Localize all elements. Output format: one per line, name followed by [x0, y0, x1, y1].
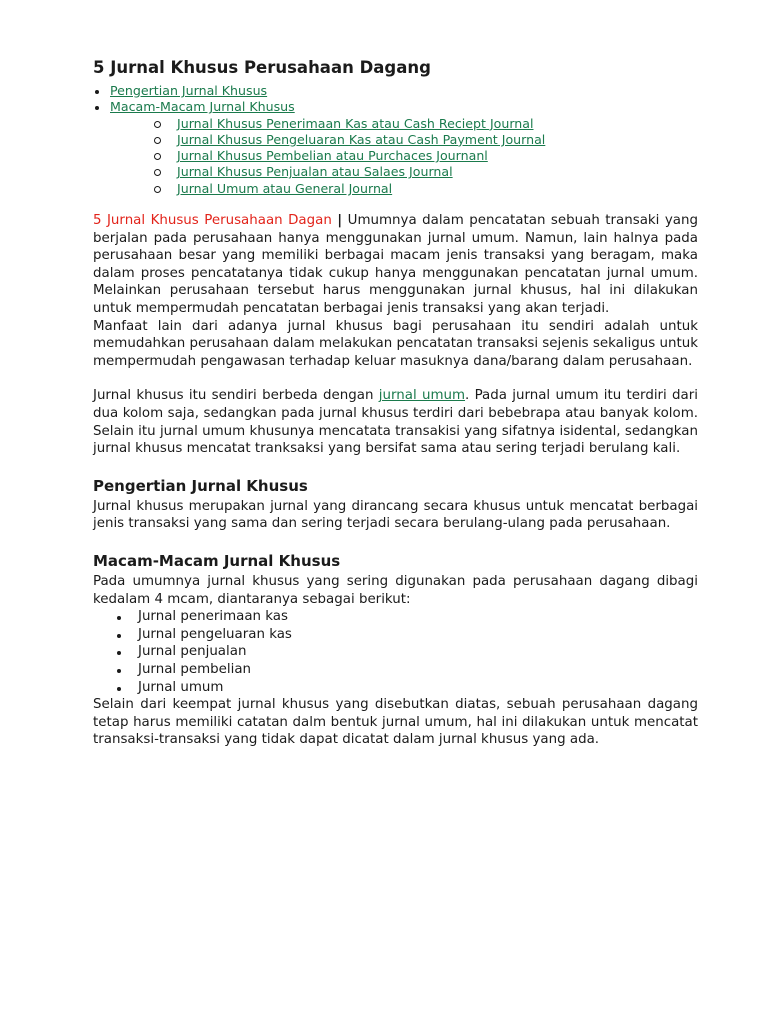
pengertian-paragraph: Jurnal khusus merupakan jurnal yang dirancang secara khusus untuk mencatat berbagai jenis transaksi yang sama dan sering terjadi secara berulang-ulang pada perusahaan. [93, 498, 698, 532]
comparison-text-before: Jurnal khusus itu sendiri berbeda dengan [93, 388, 379, 404]
table-of-contents [93, 83, 698, 197]
toc-subitem [154, 148, 698, 164]
toc-link-pembelian[interactable]: Jurnal Khusus Pembelian atau Purchaces Journanl [177, 148, 488, 164]
document-content [93, 56, 698, 749]
section-heading-macam: Macam-Macam Jurnal Khusus [93, 551, 341, 570]
toc-link-macam[interactable]: Macam-Macam Jurnal Khusus [110, 99, 295, 115]
toc-link-penjualan[interactable]: Jurnal Khusus Penjualan atau Salaes Journal [177, 164, 453, 180]
toc-subitem [154, 132, 698, 148]
intro-paragraph [93, 212, 698, 318]
toc-link-pengertian[interactable]: Pengertian Jurnal Khusus [110, 83, 268, 98]
highlight-keyword: 5 Jurnal Khusus Perusahaan Dagan [93, 213, 332, 229]
list-item: Jurnal pembelian [117, 661, 698, 679]
comparison-paragraph [93, 387, 698, 457]
separator: | [337, 213, 343, 229]
jurnal-umum-link[interactable]: jurnal umum [378, 388, 466, 404]
list-item: Jurnal penjualan [117, 643, 698, 661]
list-item: Jurnal penerimaan kas [117, 608, 698, 626]
toc-subitem [154, 116, 698, 132]
comparison-text-after: . Pada jurnal umum itu terdiri dari dua kolom saja, sedangkan pada jurnal khusus terdiri dari bebebrapa atau banyak kolom. Selain itu jurnal umum khusunya mencatata transakisi yang sifatnya isidental, sedangkan jurnal khusus mencatat tranksaksi yang bersifat sama atau sering terjadi berulang kali. [93, 388, 698, 457]
list-item: Jurnal pengeluaran kas [117, 626, 698, 644]
toc-subitem [154, 164, 698, 180]
toc-sublist [110, 116, 698, 197]
page-title: 5 Jurnal Khusus Perusahaan Dagang [93, 58, 431, 77]
toc-link-jurnal-umum[interactable]: Jurnal Umum atau General Journal [177, 180, 393, 196]
toc-item [93, 99, 698, 197]
toc-link-pengeluaran-kas[interactable]: Jurnal Khusus Pengeluaran Kas atau Cash Payment Journal [177, 131, 546, 147]
macam-intro-paragraph: Pada umumnya jurnal khusus yang sering digunakan pada perusahaan dagang dibagi kedalam 4 mcam, diantaranya sebagai berikut: [93, 573, 698, 607]
journal-type-list [93, 608, 698, 696]
toc-item [93, 83, 698, 99]
toc-subitem [154, 181, 698, 197]
section-heading-pengertian: Pengertian Jurnal Khusus [93, 476, 308, 495]
intro-text: Umumnya dalam pencatatan sebuah transaki yang berjalan pada perusahaan hanya menggunakan jurnal umum. Namun, lain halnya pada perusahaan besar yang memiliki berbagai macam jenis transaksi yang beragam, maka dalam proses pencatatanya tidak cukup hanya menggunakan pencatatan jurnal umum. Melainkan perusahaan tersebut harus menggunakan jurnal khusus, hal ini dilakukan untuk mempermudah pencatatan berbagai jenis transaksi yang akan terjadi. [93, 213, 698, 317]
list-item: Jurnal umum [117, 679, 698, 697]
benefit-paragraph: Manfaat lain dari adanya jurnal khusus bagi perusahaan itu sendiri adalah untuk memudahkan perusahaan dalam melakukan pencatatan transaksi sejenis sekaligus untuk mempermudah pengawasan terhadap keluar masuknya dana/barang dalam perusahaan. [93, 318, 698, 369]
toc-link-penerimaan-kas[interactable]: Jurnal Khusus Penerimaan Kas atau Cash Reciept Journal [177, 115, 534, 131]
closing-paragraph: Selain dari keempat jurnal khusus yang disebutkan diatas, sebuah perusahaan dagang tetap harus memiliki catatan dalm bentuk jurnal umum, hal ini dilakukan untuk mencatat transaksi-transaksi yang tidak dapat dicatat dalam jurnal khusus yang ada. [93, 697, 698, 748]
